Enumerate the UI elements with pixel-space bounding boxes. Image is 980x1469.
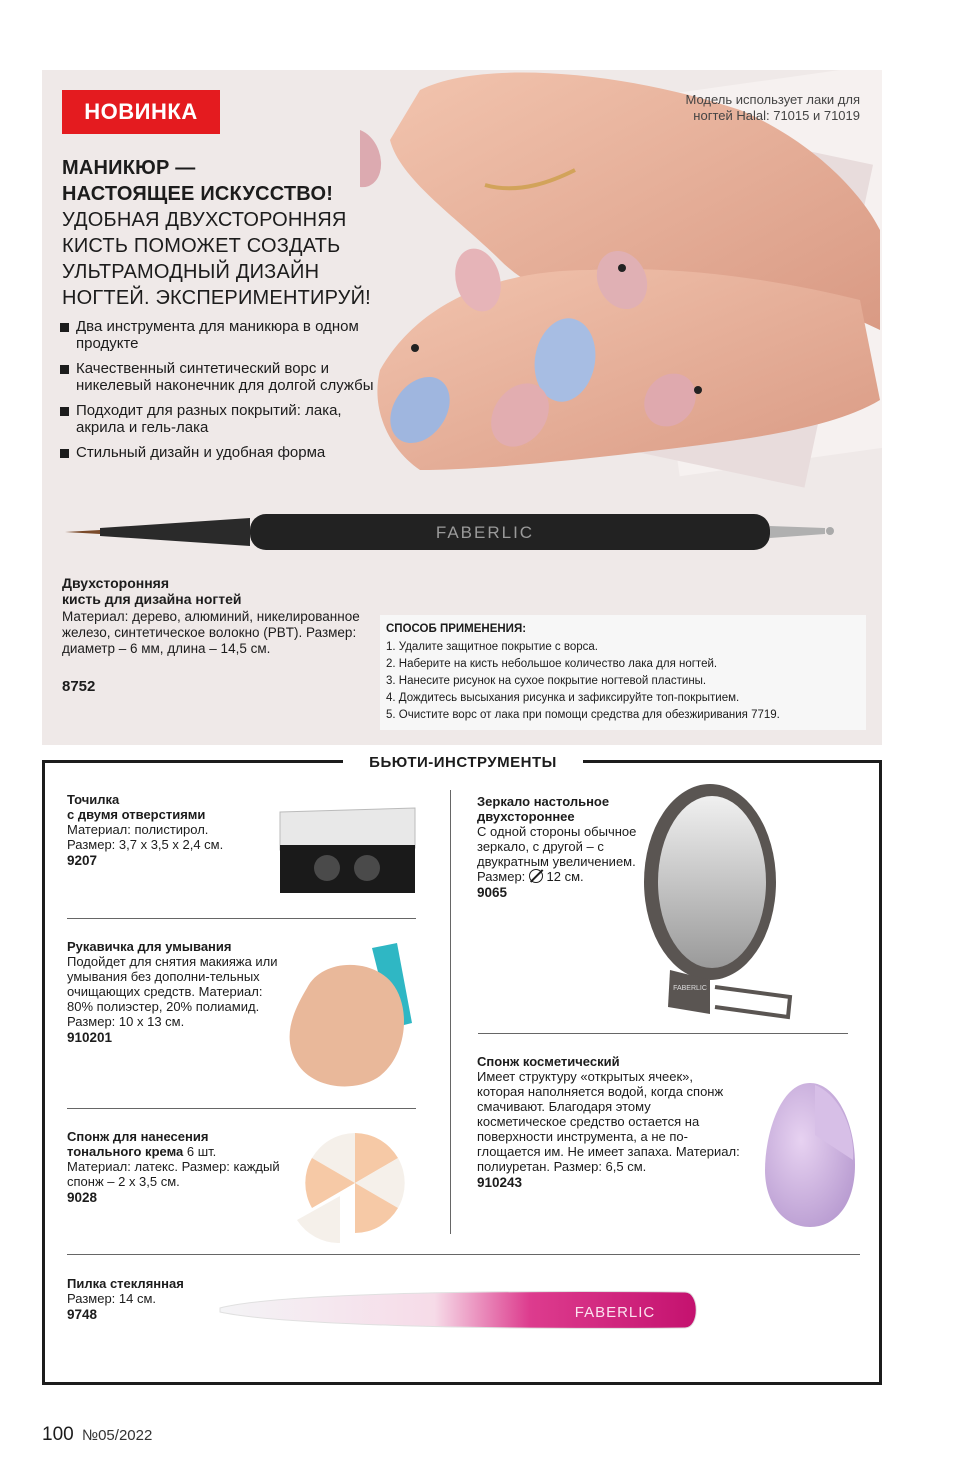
table-mirror-image [640, 782, 800, 1022]
feature-item: Два инструмента для маникюра в одном продукте [60, 318, 390, 352]
item-text: С одной стороны обычное зеркало, с другой – с двукратным увеличением. [477, 824, 637, 869]
manicured-hands-image [360, 70, 880, 500]
item-code: 9748 [67, 1307, 98, 1322]
brush-brand: FABERLIC [435, 523, 535, 542]
item-title: Спонж косметический [477, 1054, 620, 1069]
item-text: Материал: полистирол. [67, 822, 209, 837]
headline-line: УЛЬТРАМОДНЫЙ ДИЗАЙН [62, 261, 320, 283]
item-title-suffix: 6 шт. [183, 1144, 217, 1159]
sharpener-hole [314, 855, 340, 881]
blender-sponge-image [755, 1075, 865, 1235]
item-text: Размер: 14 см. [67, 1291, 157, 1306]
size-label: Размер: [477, 869, 526, 884]
size-value: 12 см. [542, 869, 584, 884]
washing-mitt-image [282, 938, 417, 1093]
item-code: 910243 [477, 1175, 523, 1190]
headline-line: НАСТОЯЩЕЕ ИСКУССТВО! [62, 183, 334, 205]
usage-step: 1. Удалите защитное покрытие с ворса. [386, 641, 598, 653]
mitt-info [67, 939, 282, 1046]
sharpener-hole [354, 855, 380, 881]
item-title [67, 1144, 282, 1159]
divider [478, 1033, 848, 1034]
sharpener-image [275, 800, 420, 900]
feature-item: Качественный синтетический ворс и никелевый наконечник для долгой службы [60, 360, 390, 394]
item-title: Зеркало настольное [477, 794, 610, 809]
dotting-tip [770, 526, 825, 538]
nail-art-brush-image [60, 500, 850, 560]
item-code: 9207 [67, 853, 98, 868]
dotting-ball [826, 527, 834, 535]
nail-dot [411, 344, 419, 352]
sponge-body [765, 1083, 855, 1227]
model-note: Модель использует лаки для ногтей Halal: 71015 и 71019 [685, 92, 860, 123]
product-title-line: Двухсторонняя [62, 575, 169, 591]
item-text: Материал: латекс. Размер: каждый спонж – 2 х 3,5 см. [67, 1159, 280, 1189]
item-code: 9065 [477, 885, 508, 900]
diameter-icon [529, 869, 543, 883]
mirror-stand [715, 987, 790, 1017]
usage-step: 3. Нанесите рисунок на сухое покрытие ногтевой пластины. [386, 675, 707, 687]
item-code: 9028 [67, 1190, 98, 1205]
usage-step: 2. Наберите на кисть небольшое количество лака для ногтей. [386, 658, 718, 670]
usage-step: 4. Дождитесь высыхания рисунка и зафиксируйте топ-покрытием. [386, 692, 740, 704]
headline-line: МАНИКЮР — [62, 157, 196, 179]
page-number: 100 [42, 1424, 74, 1445]
feature-item: Стильный дизайн и удобная форма [60, 444, 390, 461]
column-divider [450, 790, 451, 1234]
divider [67, 918, 416, 919]
new-badge: НОВИНКА [62, 90, 220, 134]
item-text: Размер: 3,7 х 3,5 х 2,4 см. [67, 837, 224, 852]
sharpener-info [67, 792, 267, 869]
mitt-body [290, 965, 404, 1087]
mirror-glass [658, 796, 766, 968]
feature-list [60, 318, 390, 469]
issue-number: №05/2022 [82, 1427, 153, 1444]
product-code: 8752 [62, 678, 96, 695]
headline-line: УДОБНАЯ ДВУХСТОРОННЯЯ [62, 209, 347, 231]
hero-headline [62, 155, 402, 311]
divider [67, 1108, 416, 1109]
nail-dot [618, 264, 626, 272]
product-title [62, 575, 362, 607]
item-title: двухстороннее [477, 809, 575, 824]
section-title: БЬЮТИ-ИНСТРУМЕНТЫ [343, 752, 583, 774]
nail-dot [694, 386, 702, 394]
product-title-line: кисть для дизайна ногтей [62, 591, 242, 607]
item-title: Точилка [67, 792, 120, 807]
item-text [477, 869, 637, 884]
mirror-brand: FABERLIC [673, 985, 707, 992]
usage-step: 5. Очистите ворс от лака при помощи средства для обезжиривания 7719. [386, 709, 780, 721]
usage-title: СПОСОБ ПРИМЕНЕНИЯ: [386, 623, 527, 635]
file-brand: FABERLIC [574, 1304, 656, 1321]
item-text: Имеет структуру «открытых ячеек», которая наполняется водой, когда спонж смачивают. Благодаря этому косметическое средство остается на поверхности инструмента, а не по-глощается им. Не имеет запаха. Материал: полиуретан. Размер: 6,5 см. [477, 1069, 740, 1174]
sponges-info [67, 1129, 282, 1206]
product-description: Материал: дерево, алюминий, никелированное железо, синтетическое волокно (PBT). Размер: диаметр – 6 мм, длина – 14,5 см. [62, 609, 360, 656]
headline-line: НОГТЕЙ. ЭКСПЕРИМЕНТИРУЙ! [62, 287, 371, 309]
headline-line: КИСТЬ ПОМОЖЕТ СОЗДАТЬ [62, 235, 341, 257]
glass-nail-file-image [215, 1286, 705, 1334]
item-code: 910201 [67, 1030, 113, 1045]
item-title: Спонж для нанесения [67, 1129, 209, 1144]
divider [67, 1254, 860, 1255]
mirror-info [477, 794, 637, 901]
blender-info [477, 1054, 742, 1191]
brush-ferrule [100, 518, 250, 546]
item-title: Рукавичка для умывания [67, 939, 232, 954]
makeup-sponges-image [285, 1128, 410, 1243]
item-title-bold: тонального крема [67, 1144, 184, 1159]
usage-steps [386, 639, 866, 724]
sharpener-lid [280, 808, 415, 850]
item-title: Пилка стеклянная [67, 1276, 184, 1291]
file-info [67, 1276, 227, 1323]
item-title: с двумя отверстиями [67, 807, 206, 822]
feature-item: Подходит для разных покрытий: лака, акрила и гель-лака [60, 402, 390, 436]
brush-bristles [65, 530, 100, 534]
sharpener-body [280, 845, 415, 893]
item-text: Подойдет для снятия макияжа или умывания без дополни-тельных очищающих средств. Материал: 80% полиэстер, 20% полиамид. Размер: 10 х 13 см. [67, 954, 278, 1029]
usage-instructions [380, 615, 866, 730]
